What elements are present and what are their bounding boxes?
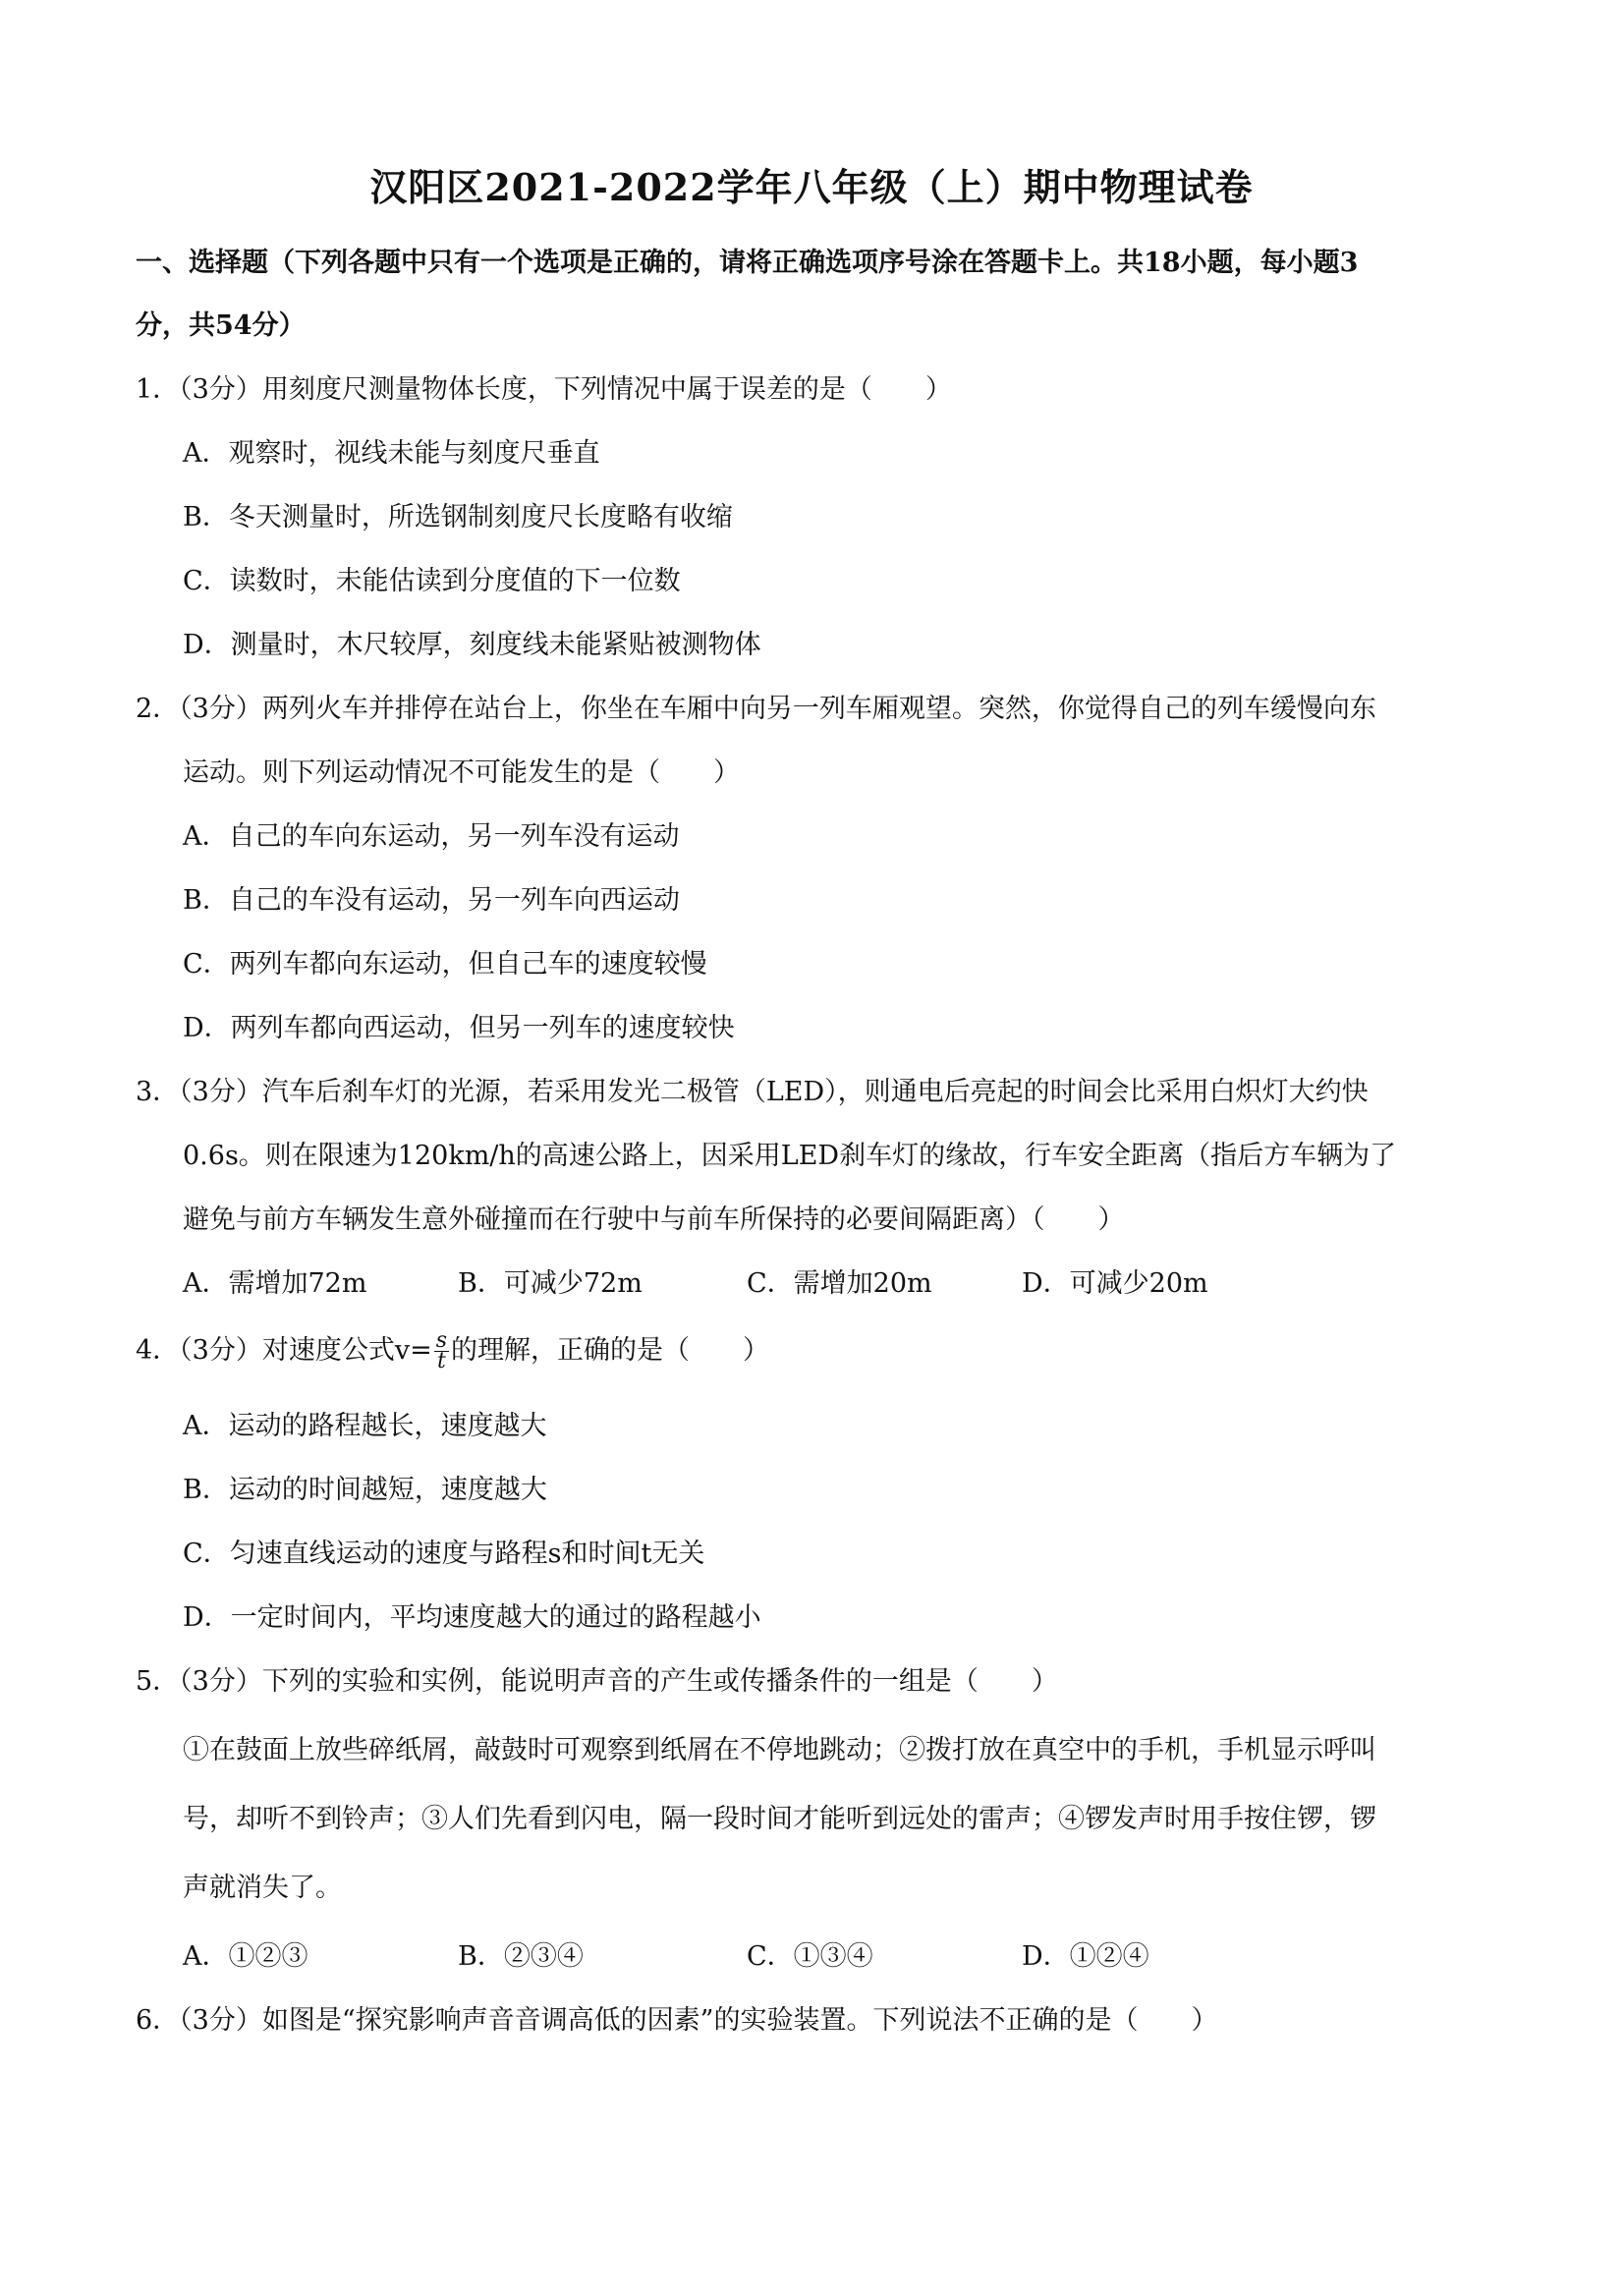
- velocity-formula-fraction: [434, 1328, 449, 1373]
- question-2-option-a: A．自己的车向东运动，另一列车没有运动: [183, 821, 680, 852]
- question-3-option-c: C．需增加20m: [747, 1268, 932, 1299]
- question-4-stem-prefix: 4．（3分）对速度公式v=: [136, 1335, 432, 1366]
- question-2-option-c: C．两列车都向东运动，但自己车的速度较慢: [183, 949, 707, 980]
- question-5-option-c: C．①③④: [747, 1941, 873, 1972]
- question-6-stem: 6．（3分）如图是“探究影响声音音调高低的因素”的实验装置。下列说法不正确的是（ ）: [136, 2005, 1218, 2036]
- question-4-option-b: B．运动的时间越短，速度越大: [183, 1475, 547, 1505]
- question-1-option-a: A．观察时，视线未能与刻度尺垂直: [183, 438, 600, 469]
- question-5-option-d: D．①②④: [1022, 1941, 1149, 1972]
- page-title: 汉阳区2021-2022学年八年级（上）期中物理试卷: [369, 165, 1254, 209]
- question-4-stem: [136, 1328, 1511, 1373]
- question-3-stem-line-3: 避免与前方车辆发生意外碰撞而在行驶中与前车所保持的必要间隔距离）（ ）: [183, 1204, 1125, 1235]
- question-1-option-b: B．冬天测量时，所选钢制刻度尺长度略有收缩: [183, 502, 733, 532]
- fraction-numerator: s: [435, 1328, 448, 1353]
- question-1-stem: 1．（3分）用刻度尺测量物体长度，下列情况中属于误差的是（ ）: [136, 374, 952, 405]
- question-2-stem-line-2: 运动。则下列运动情况不可能发生的是（ ）: [183, 757, 740, 788]
- question-3-stem-line-2: 0.6s。则在限速为120km/h的高速公路上，因采用LED刹车灯的缘故，行车安全距离（指后方车辆为了: [183, 1141, 1397, 1171]
- question-4-stem-suffix: 的理解，正确的是（ ）: [451, 1335, 770, 1366]
- section-heading-line-2: 分，共54分）: [136, 310, 306, 341]
- question-3-option-d: D．可减少20m: [1022, 1268, 1208, 1299]
- fraction-denominator: t: [436, 1349, 446, 1373]
- question-4-option-c: C．匀速直线运动的速度与路程s和时间t无关: [183, 1539, 705, 1569]
- section-heading-line-1: 一、选择题（下列各题中只有一个选项是正确的，请将正确选项序号涂在答题卡上。共18小题，每小题3: [136, 248, 1359, 278]
- question-2-stem-line-1: 2．（3分）两列火车并排停在站台上，你坐在车厢中向另一列车厢观望。突然，你觉得自己的列车缓慢向东: [136, 694, 1376, 724]
- question-5-option-b: B．②③④: [458, 1941, 584, 1972]
- question-4-option-d: D．一定时间内，平均速度越大的通过的路程越小: [183, 1602, 761, 1633]
- question-5-body-line-1: ①在鼓面上放些碎纸屑，敲鼓时可观察到纸屑在不停地跳动；②拨打放在真空中的手机，手机显示呼叫: [183, 1735, 1376, 1765]
- question-2-option-b: B．自己的车没有运动，另一列车向西运动: [183, 885, 680, 916]
- question-5-option-a: A．①②③: [183, 1941, 308, 1972]
- question-1-option-d: D．测量时，木尺较厚，刻度线未能紧贴被测物体: [183, 630, 761, 660]
- question-3-option-a: A．需增加72m: [183, 1268, 367, 1299]
- question-2-option-d: D．两列车都向西运动，但另一列车的速度较快: [183, 1013, 735, 1043]
- question-5-stem: 5．（3分）下列的实验和实例，能说明声音的产生或传播条件的一组是（ ）: [136, 1666, 1058, 1697]
- question-5-body-line-2: 号，却听不到铃声；③人们先看到闪电，隔一段时间才能听到远处的雷声；④锣发声时用手按住锣，锣: [183, 1804, 1376, 1834]
- question-3-stem-line-1: 3．（3分）汽车后刹车灯的光源，若采用发光二极管（LED），则通电后亮起的时间会比采用白炽灯大约快: [136, 1077, 1369, 1107]
- question-1-option-c: C．读数时，未能估读到分度值的下一位数: [183, 566, 681, 596]
- question-3-option-b: B．可减少72m: [458, 1268, 643, 1299]
- question-5-body-line-3: 声就消失了。: [183, 1873, 342, 1903]
- question-4-option-a: A．运动的路程越长，速度越大: [183, 1411, 547, 1441]
